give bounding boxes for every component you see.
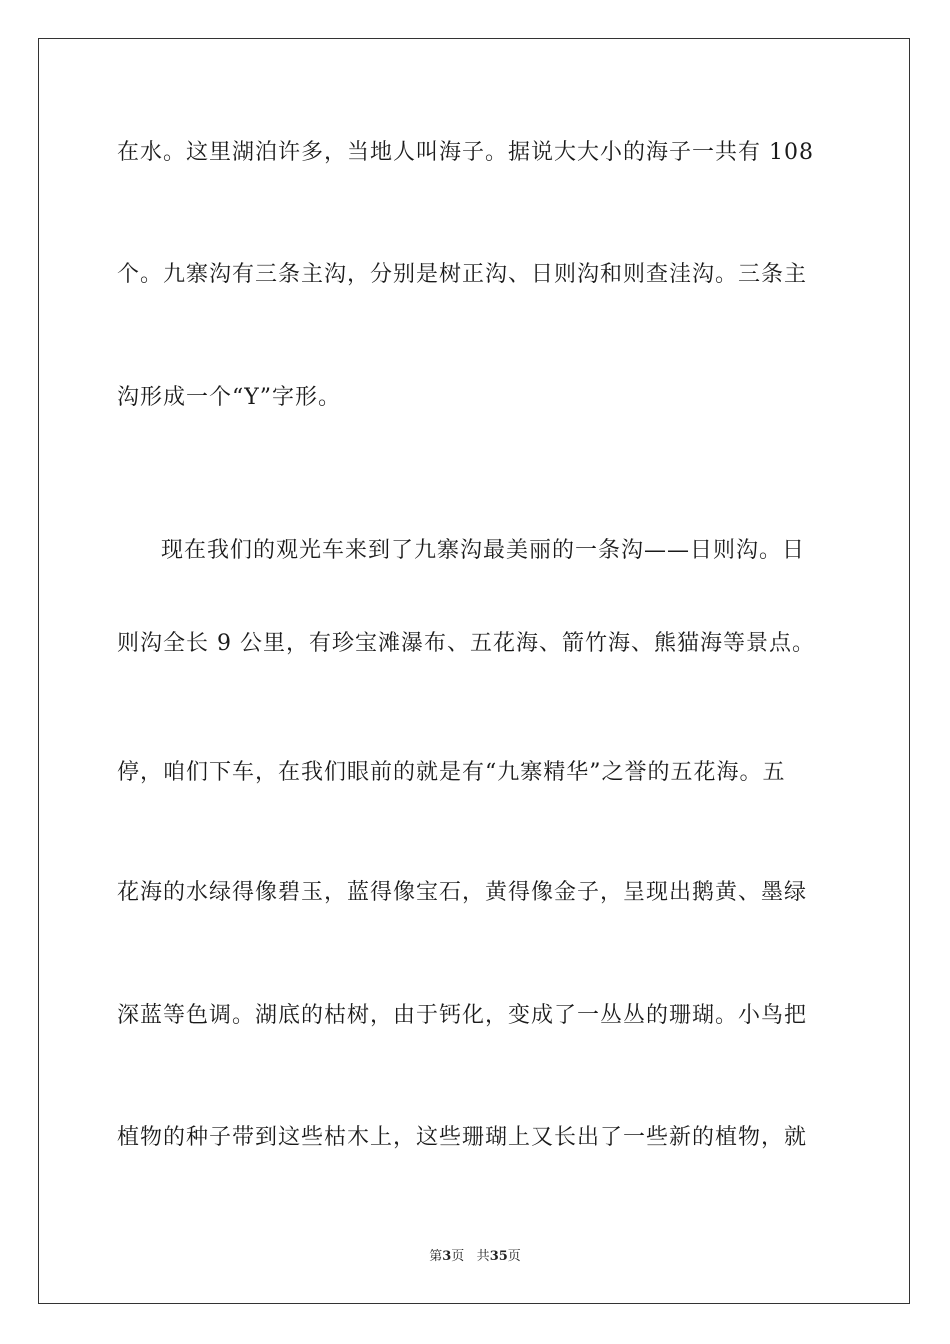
text-line-7: 花海的水绿得像碧玉，蓝得像宝石，黄得像金子，呈现出鹅黄、墨绿 (117, 880, 808, 905)
text-line-6: 停，咱们下车，在我们眼前的就是有“九寨精华”之誉的五花海。五 (117, 760, 786, 785)
text-line-2: 个。九寨沟有三条主沟，分别是树正沟、日则沟和则查洼沟。三条主 (117, 262, 808, 287)
total-label-prefix: 共 (476, 1249, 490, 1264)
page-border (38, 38, 910, 1304)
total-pages: 35 (489, 1249, 508, 1264)
text-line-3: 沟形成一个“Y”字形。 (117, 385, 342, 410)
page-label-prefix: 第 (429, 1249, 443, 1264)
text-line-5: 则沟全长 9 公里，有珍宝滩瀑布、五花海、箭竹海、熊猫海等景点。 (117, 631, 815, 656)
page-label-suffix: 页 (451, 1249, 465, 1264)
text-line-9: 植物的种子带到这些枯木上，这些珊瑚上又长出了一些新的植物，就 (117, 1125, 808, 1150)
page-footer (0, 1248, 950, 1266)
text-line-4: 现在我们的观光车来到了九寨沟最美丽的一条沟——日则沟。日 (161, 538, 806, 563)
text-line-8: 深蓝等色调。湖底的枯树，由于钙化，变成了一丛丛的珊瑚。小鸟把 (117, 1003, 808, 1028)
page-number: 3 (442, 1249, 452, 1264)
text-line-1: 在水。这里湖泊许多，当地人叫海子。据说大大小的海子一共有 108 (117, 140, 814, 165)
total-label-suffix: 页 (507, 1249, 521, 1264)
